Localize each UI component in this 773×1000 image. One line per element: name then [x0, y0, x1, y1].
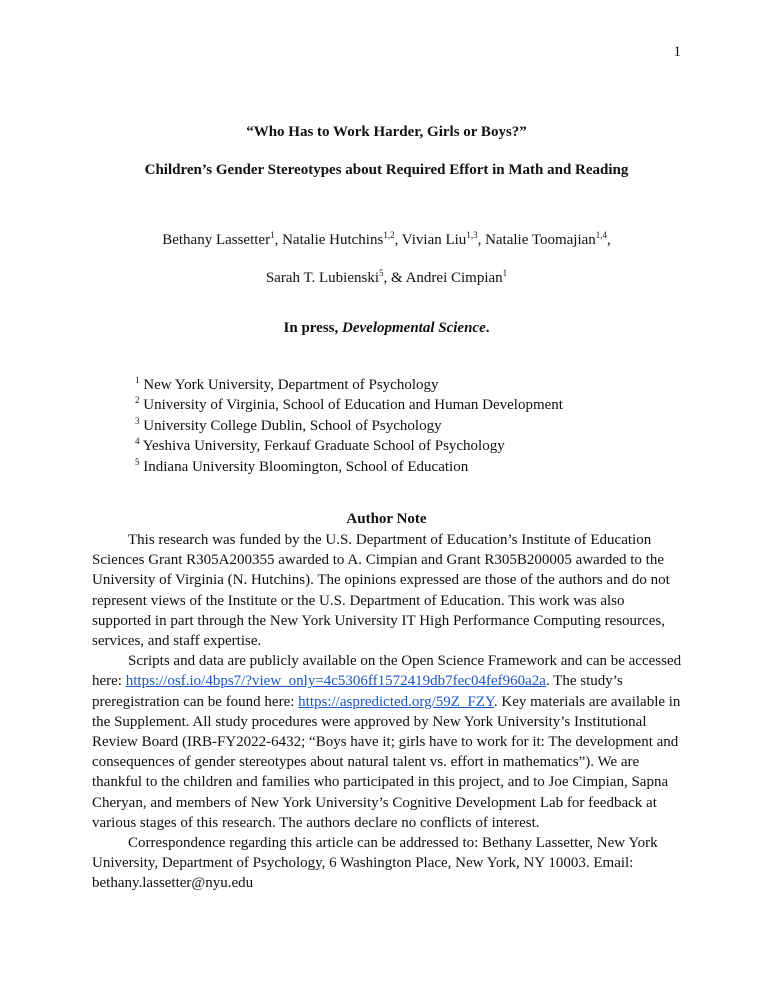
author-affiliation-mark: 1,3 — [466, 230, 478, 240]
author-affiliation-mark: 1,2 — [383, 230, 395, 240]
affiliation-number: 3 — [135, 415, 140, 426]
affiliation-text: University of Virginia, School of Education and Human Development — [139, 397, 563, 414]
affiliation-number: 1 — [135, 375, 140, 385]
author-line-1 — [0, 232, 773, 249]
page-number: 1 — [673, 44, 681, 60]
author-name: , Natalie Toomajian — [477, 232, 596, 248]
affiliation-text: New York University, Department of Psychology — [139, 377, 439, 393]
author-affiliation-mark: 1,4 — [595, 230, 608, 240]
author-affiliation-mark: 1 — [270, 230, 275, 240]
affiliation-list — [135, 375, 563, 477]
journal-name: Developmental Science — [342, 320, 486, 336]
paper-title: “Who Has to Work Harder, Girls or Boys?” — [246, 124, 527, 140]
correspondence-paragraph: Correspondence regarding this article can be addressed to: Bethany Lassetter, New York University, Department of Psychology, 6 Washington Place, New York, NY 10003. Email: bethany.lassetter@nyu.edu — [92, 835, 658, 892]
author-line-2 — [0, 270, 773, 287]
author-note-heading: Author Note — [346, 511, 427, 527]
affiliation-text: University College Dublin, School of Psychology — [139, 417, 442, 434]
author-name: Sarah T. Lubienski — [265, 270, 379, 286]
affiliation-item — [135, 457, 563, 477]
affiliation-item — [135, 416, 563, 436]
affiliation-number: 5 — [135, 456, 140, 467]
paragraph-text: Scripts and data are publicly available on the Open Science Framework and can be accessed here: — [92, 653, 682, 690]
author-affiliation-mark: 1 — [502, 268, 508, 278]
osf-link[interactable]: https://osf.io/4bps7/?view_only=4c5306ff1572419db7fec04fef960a2a — [125, 673, 546, 690]
author-separator: , — [607, 232, 611, 248]
paper-subtitle: Children’s Gender Stereotypes about Required Effort in Math and Reading — [144, 162, 629, 178]
author-name: , & Andrei Cimpian — [383, 270, 503, 286]
paragraph-text: . The study’s preregistration can be found here: — [92, 673, 623, 710]
affiliation-item — [135, 395, 563, 415]
paragraph-text: . Key materials are available in the Supplement. All study procedures were approved by New York University’s Institutional Review Board (IRB-FY2022-6432; “Boys have it; girls have to work for it: The development and consequences of gender stereotypes about natural talent vs. effort in mathematics”). We are thankful to the children and families who participated in this project, and to Joe Cimpian, Sapna Cheryan, and members of New York University’s Cognitive Development Lab for feedback at various stages of this research. The authors declare no conflicts of interest. — [92, 693, 681, 831]
author-name: Bethany Lassetter — [162, 232, 271, 248]
affiliation-text: Yeshiva University, Ferkauf Graduate School of Psychology — [139, 438, 505, 455]
press-prefix: In press, — [283, 320, 343, 336]
author-name: , Natalie Hutchins — [274, 232, 384, 248]
author-name: , Vivian Liu — [394, 232, 467, 248]
funding-paragraph: This research was funded by the U.S. Department of Education’s Institute of Education Sciences Grant R305A200355 awarded to A. Cimpian and Grant R305B200005 awarded to the University of Virginia (N. Hutchins). The opinions expressed are those of the authors and do not represent views of the Institute or the U.S. Department of Education. This work was also supported in part through the New York University IT High Performance Computing resources, services, and staff expertise. — [92, 532, 670, 650]
affiliation-number: 4 — [135, 436, 140, 447]
data-availability-paragraph — [92, 651, 682, 833]
affiliation-item — [135, 436, 563, 456]
author-affiliation-mark: 5 — [379, 268, 384, 278]
affiliation-text: Indiana University Bloomington, School of Education — [139, 458, 469, 475]
publication-status — [0, 320, 773, 337]
affiliation-item — [135, 375, 563, 395]
author-note-body — [92, 530, 682, 894]
preregistration-link[interactable]: https://aspredicted.org/59Z_FZY — [298, 693, 494, 710]
affiliation-number: 2 — [135, 395, 140, 406]
press-suffix: . — [485, 320, 490, 336]
